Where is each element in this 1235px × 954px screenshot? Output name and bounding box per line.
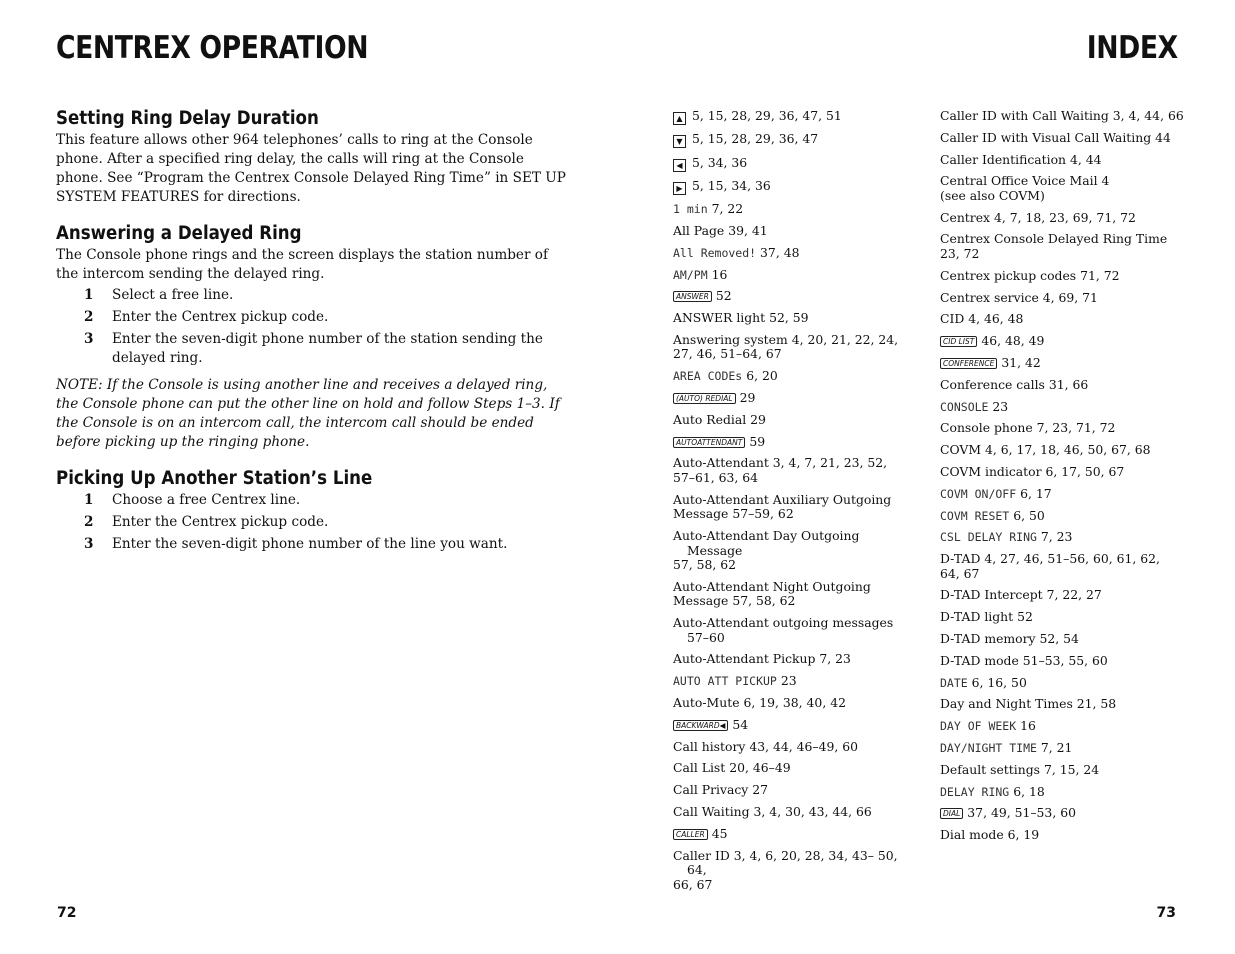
index-entry [673,493,918,522]
index-entry [940,828,1185,843]
index-entry [673,435,918,450]
step-number: 1 [84,492,94,508]
phone-key-label: DIAL [940,808,963,819]
step-text: Select a free line. [112,287,234,303]
index-term: Auto-Attendant Auxiliary Outgoing [673,491,892,507]
section-title: Setting Ring Delay Duration [56,108,319,129]
step-list [56,491,566,554]
index-pages: 23 [992,398,1009,414]
section-paragraph: The Console phone rings and the screen displays the station number of the intercom sending the delayed ring. [56,247,549,282]
index-term: Auto-Mute [673,695,740,711]
step-number: 3 [84,331,94,347]
index-term: All Page [673,222,725,238]
index-entry [940,378,1185,393]
section-picking-up-line [56,468,566,554]
index-pages: 6, 19, 38, 40, 42 [743,695,846,711]
index-entry [673,740,918,755]
index-continuation: 27, 46, 51–64, 67 [673,346,782,362]
index-pages: 46, 48, 49 [981,333,1045,349]
index-entry [673,849,918,893]
index-continuation: 64, 67 [940,565,980,581]
step-number: 1 [84,287,94,303]
index-term: Caller Identification [940,151,1067,167]
index-entry [673,718,918,733]
index-entry [940,806,1185,821]
index-term: D-TAD [940,551,981,567]
index-term: Centrex service [940,289,1039,305]
index-entry [940,632,1185,647]
index-term: Auto-Attendant Pickup [673,651,816,667]
index-pages: 37, 48 [760,244,800,260]
index-pages: 6, 20 [746,368,778,384]
index-pages: 52 [1017,609,1033,625]
index-entry [940,291,1185,306]
index-pages: 20, 46–49 [729,760,791,776]
index-pages: 21, 58 [1076,696,1117,712]
step-item [56,491,566,510]
index-pages: 4, 44 [1070,151,1102,167]
index-pages: 6, 50 [1013,507,1045,523]
section-ring-delay [56,108,566,207]
index-pages: 4, 27, 46, 51–56, 60, 61, 62, [984,551,1160,567]
section-answering-delayed-ring [56,223,566,452]
index-term: CID [940,311,965,327]
index-entry [673,413,918,428]
display-text-term: AREA CODEs [673,369,743,384]
page-number-right: 73 [1156,905,1176,921]
phone-key-label: ANSWER [673,291,712,302]
index-term: COVM indicator [940,463,1042,479]
step-item [56,513,566,532]
index-pages: 7, 23, 71, 72 [1036,420,1116,436]
index-entry [940,741,1185,756]
index-pages: 4, 69, 71 [1042,289,1098,305]
display-text-term: DELAY RING [940,784,1010,799]
index-term: COVM [940,442,982,458]
index-term: Answering system [673,331,788,347]
index-entry [940,269,1185,284]
index-entry [940,719,1185,734]
arrow-key-icon: ◀ [673,159,686,172]
index-entry [673,246,918,261]
index-continuation: 57–61, 63, 64 [673,469,759,485]
display-text-term: DATE [940,675,968,690]
index-pages: 6, 19 [1007,827,1040,843]
step-number: 3 [84,536,94,552]
index-term: Call Waiting [673,804,750,820]
index-pages: 45 [711,825,728,841]
index-entry [673,761,918,776]
index-entry [673,674,918,689]
index-pages: 31, 42 [1001,354,1041,370]
index-term: Default settings [940,761,1040,777]
index-entry [940,334,1185,349]
index-entry [673,783,918,798]
step-item [56,308,566,327]
display-text-term: COVM RESET [940,508,1010,523]
index-pages: 4, 46, 48 [968,311,1024,327]
phone-key-label: CALLER [673,829,708,840]
index-entry [940,443,1185,458]
display-text-term: 1 min [673,202,708,217]
index-pages: 59 [749,433,766,449]
index-entry [673,202,918,217]
left-page-body [56,108,566,570]
index-entry [940,312,1185,327]
index-entry [940,552,1185,581]
index-term: Auto-Attendant outgoing messages [673,615,894,631]
index-entry [673,179,918,195]
index-entry [673,369,918,384]
index-entry [940,174,1185,203]
index-term: Central Office Voice Mail [940,173,1098,189]
index-pages: 3, 4, 6, 20, 28, 34, 43– 50, 64, [687,847,898,878]
index-pages: 3, 4, 44, 66 [1112,108,1184,123]
step-item [56,286,566,305]
index-entry [940,785,1185,800]
index-term: Auto-Attendant Day Outgoing Message [673,528,860,558]
index-entry [940,211,1185,226]
display-text-term: All Removed! [673,245,757,260]
index-term: Caller ID with Visual Call Waiting [940,129,1152,145]
index-pages: 5, 34, 36 [692,154,748,170]
index-entry [673,132,918,148]
index-pages: 7, 21 [1040,740,1073,756]
index-pages: 4 [1101,173,1110,189]
index-term: Auto-Attendant Night Outgoing [673,578,871,594]
page-number-left: 72 [57,905,77,921]
phone-key-label: (AUTO) REDIAL [673,393,736,404]
display-text-term: COVM ON/OFF [940,486,1017,501]
index-pages: 51–53, 55, 60 [1022,652,1108,668]
step-text: Enter the seven-digit phone number of the station sending the delayed ring. [112,331,543,366]
phone-key-label: CID LIST [940,336,977,347]
section-title: Answering a Delayed Ring [56,223,302,244]
index-pages: 57–60 [687,629,725,645]
index-term: Call history [673,738,746,754]
index-pages: 23 [780,673,797,689]
index-term: Day and Night Times [940,696,1073,712]
left-page-header: CENTREX OPERATION [56,30,369,66]
index-term: Auto Redial [673,411,747,427]
step-text: Choose a free Centrex line. [112,492,301,508]
index-pages: 7, 23 [819,651,851,667]
index-continuation: (see also COVM) [940,187,1045,203]
index-pages: 54 [732,716,749,732]
index-continuation: 23, 72 [940,245,980,261]
index-entry [940,530,1185,545]
index-entry [940,232,1185,261]
step-text: Enter the Centrex pickup code. [112,514,329,530]
index-term: D-TAD memory [940,631,1036,647]
index-pages: 6, 16, 50 [971,674,1027,690]
index-entry [940,131,1185,146]
index-pages: 29 [739,390,756,406]
index-pages: 3, 4, 30, 43, 44, 66 [753,804,872,820]
index-entry [673,529,918,573]
index-entry [940,588,1185,603]
index-entry [940,153,1185,168]
index-pages: 5, 15, 34, 36 [692,177,771,193]
index-pages: 6, 18 [1013,783,1045,799]
phone-key-label: CONFERENCE [940,358,997,369]
step-text: Enter the Centrex pickup code. [112,309,329,325]
arrow-key-icon: ▼ [673,135,686,148]
display-text-term: DAY/NIGHT TIME [940,741,1037,756]
index-pages: 7, 22, 27 [1046,587,1102,603]
index-entry [940,421,1185,436]
index-entry [940,109,1185,124]
index-pages: 4, 7, 18, 23, 69, 71, 72 [993,209,1136,225]
index-entry [940,465,1185,480]
index-pages: 7, 15, 24 [1043,761,1100,777]
index-pages: 52, 54 [1039,631,1079,647]
index-pages: 43, 44, 46–49, 60 [749,738,859,754]
index-pages: 71, 72 [1080,267,1120,283]
note-paragraph: NOTE: If the Console is using another line and receives a delayed ring, the Console phone can put the other line on hold and follow Steps 1–3. If the Console is on an intercom call, the intercom call should be ended before picking up the ringing phone. [56,377,560,450]
index-entry [673,805,918,820]
index-term: D-TAD mode [940,652,1019,668]
index-entry [673,652,918,667]
arrow-key-icon: ▲ [673,112,686,125]
index-entry [673,156,918,172]
index-entry [673,333,918,362]
index-continuation: Message 57, 58, 62 [673,593,796,609]
display-text-term: AM/PM [673,267,708,282]
display-text-term: CSL DELAY RING [940,530,1037,545]
index-entry [940,487,1185,502]
index-term: D-TAD Intercept [940,587,1043,603]
index-entry [940,654,1185,669]
index-term: Call Privacy [673,782,749,798]
index-term: Console phone [940,420,1033,436]
index-pages: 37, 49, 51–53, 60 [967,805,1076,821]
step-list [56,286,566,368]
right-page-header: INDEX [1087,30,1178,66]
display-text-term: CONSOLE [940,399,989,414]
index-pages: 31, 66 [1048,376,1089,392]
index-term: Dial mode [940,827,1004,843]
index-entry [940,610,1185,625]
index-pages: 7, 22 [711,201,744,217]
index-entry [940,763,1185,778]
arrow-key-icon: ▶ [673,182,686,195]
index-entry [673,311,918,326]
index-entry [673,456,918,485]
index-pages: 27 [752,782,769,798]
index-entry [673,391,918,406]
index-term: Call List [673,760,726,776]
phone-key-label: BACKWARD◀ [673,720,728,731]
step-number: 2 [84,309,94,325]
index-term: ANSWER light [673,310,766,326]
index-pages: 16 [1020,718,1036,734]
index-pages: 6, 17 [1020,485,1052,501]
index-term: Centrex [940,209,991,225]
index-term: Conference calls [940,376,1045,392]
index-term: Caller ID with Call Waiting [940,108,1109,123]
index-entry [940,676,1185,691]
index-term: Caller ID [673,847,730,863]
index-entry [673,289,918,304]
index-entry [673,580,918,609]
index-pages: 7, 23 [1040,529,1073,545]
index-term: Centrex pickup codes [940,267,1077,283]
section-paragraph: This feature allows other 964 telephones’ calls to ring at the Console phone. After a specified ring delay, the calls will ring at the Console phone. See “Program the Centrex Console Delayed Ring Time” in SET UP SYSTEM FEATURES for directions. [56,132,566,205]
step-item [56,330,566,368]
index-column-1 [673,109,918,899]
index-pages: 29 [750,411,766,427]
index-continuation: 57, 58, 62 [673,557,737,573]
index-column-2 [940,109,1185,850]
display-text-term: DAY OF WEEK [940,719,1017,734]
index-entry [940,509,1185,524]
index-entry [673,224,918,239]
index-entry [673,109,918,125]
index-term: Auto-Attendant [673,455,769,471]
index-pages: 4, 20, 21, 22, 24, [791,331,899,347]
index-entry [673,268,918,283]
index-entry [673,616,918,645]
index-pages: 3, 4, 7, 21, 23, 52, [772,455,888,471]
step-number: 2 [84,514,94,530]
step-text: Enter the seven-digit phone number of the line you want. [112,536,508,552]
index-term: D-TAD light [940,609,1014,625]
index-pages: 44 [1155,129,1171,145]
step-item [56,535,566,554]
index-entry [673,827,918,842]
phone-key-label: AUTOATTENDANT [673,437,745,448]
index-continuation: 66, 67 [673,876,713,892]
index-term: Centrex Console Delayed Ring Time [940,231,1168,247]
index-continuation: Message 57–59, 62 [673,506,794,522]
index-pages: 6, 17, 50, 67 [1045,463,1125,479]
index-pages: 52 [715,288,732,304]
section-title: Picking Up Another Station’s Line [56,468,373,489]
index-entry [940,400,1185,415]
index-pages: 16 [711,266,728,282]
index-entry [940,356,1185,371]
index-pages: 5, 15, 28, 29, 36, 47 [692,131,819,147]
display-text-term: AUTO ATT PICKUP [673,674,777,689]
index-pages: 52, 59 [769,310,809,326]
index-pages: 4, 6, 17, 18, 46, 50, 67, 68 [985,442,1151,458]
index-pages: 39, 41 [728,222,768,238]
index-entry [673,696,918,711]
index-entry [940,697,1185,712]
index-pages: 5, 15, 28, 29, 36, 47, 51 [692,108,842,123]
